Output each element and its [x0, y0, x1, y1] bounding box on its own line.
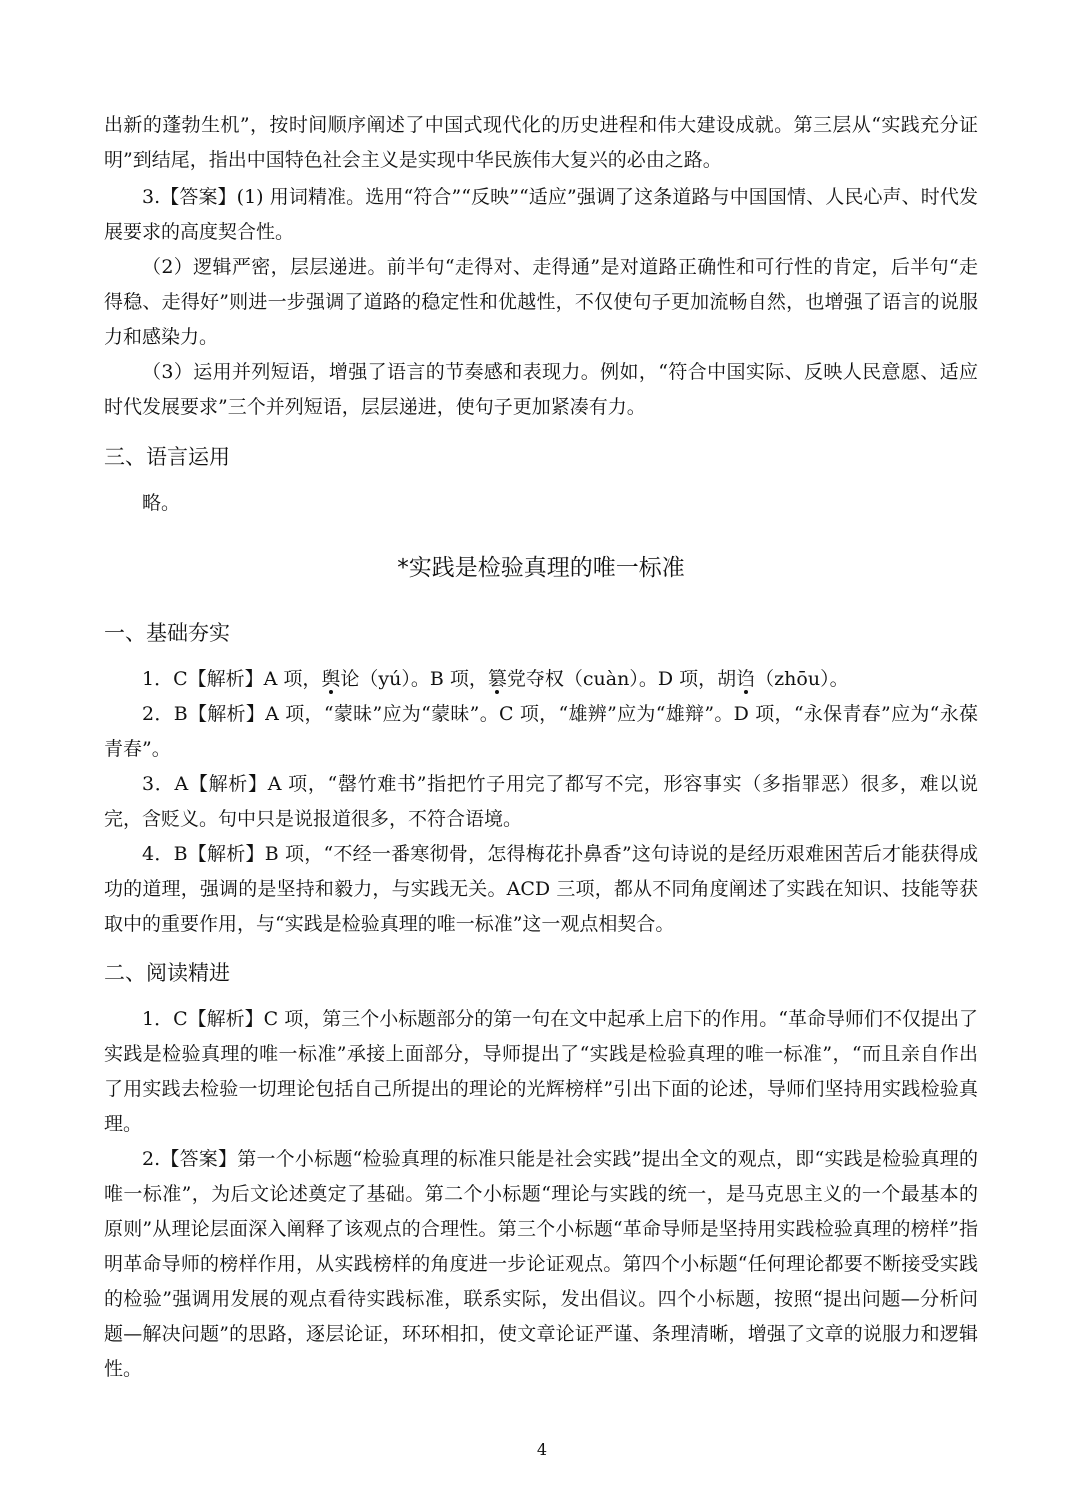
paragraph-answer-3-point-2: （2）逻辑严密，层层递进。前半句“走得对、走得通”是对道路正确性和可行性的肯定，后半句“走得稳、走得好”则进一步强调了道路的稳定性和优越性，不仅使句子更加流畅自然，也增强了语言的说服力和感染力。	[104, 256, 978, 348]
basics-question-1: 1．C【解析】A 项，舆论（yú）。B 项，篡党夺权（cuàn）。D 项，胡诌（zhōu）。	[142, 668, 849, 690]
dotted-char: 诌	[736, 668, 756, 690]
reading-question-2: 2.【答案】第一个小标题“检验真理的标准只能是社会实践”提出全文的观点，即“实践是检验真理的唯一标准”，为后文论述奠定了基础。第二个小标题“理论与实践的统一，是马克思主义的一个最基本的原则”从理论层面深入阐释了该观点的合理性。第三个小标题“革命导师是坚持用实践检验真理的榜样”指明革命导师的榜样作用，从实践榜样的角度进一步论证观点。第四个小标题“任何理论都要不断接受实践的检验”强调用发展的观点看待实践标准，联系实际，发出倡议。四个小标题，按照“提出问题—分析问题—解决问题”的思路，逐层论证，环环相扣，使文章论证严谨、条理清晰，增强了文章的说服力和逻辑性。	[104, 1148, 978, 1380]
article-title: *实践是检验真理的唯一标准	[397, 555, 685, 581]
basics-question-4: 4．B【解析】B 项，“不经一番寒彻骨，怎得梅花扑鼻香”这句诗说的是经历艰难困苦后才能获得成功的道理，强调的是坚持和毅力，与实践无关。ACD 三项，都从不同角度阐述了实践在知识、技能等获取中的重要作用，与“实践是检验真理的唯一标准”这一观点相契合。	[104, 843, 978, 935]
section-heading-basics: 一、基础夯实	[104, 621, 230, 645]
document-page	[104, 108, 978, 1387]
paragraph-answer-3-point-3: （3）运用并列短语，增强了语言的节奏感和表现力。例如，“符合中国实际、反映人民意愿、适应时代发展要求”三个并列短语，层层递进，使句子更加紧凑有力。	[104, 361, 978, 418]
section-heading-language-use: 三、语言运用	[104, 445, 230, 469]
basics-question-3: 3．A【解析】A 项，“罄竹难书”指把竹子用完了都写不完，形容事实（多指罪恶）很多，难以说完，含贬义。句中只是说报道很多，不符合语境。	[104, 773, 978, 830]
dotted-char: 舆	[321, 668, 341, 690]
section-heading-reading: 二、阅读精进	[104, 961, 230, 985]
dotted-char: 篡	[487, 668, 507, 690]
page-number: 4	[536, 1440, 548, 1459]
paragraph-answer-3: 3.【答案】(1) 用词精准。选用“符合”“反映”“适应”强调了这条道路与中国国情、人民心声、时代发展要求的高度契合性。	[104, 186, 978, 243]
basics-question-2: 2．B【解析】A 项，“蒙昧”应为“蒙昧”。C 项，“雄辨”应为“雄辩”。D 项，“永保青春”应为“永葆青春”。	[104, 703, 978, 760]
paragraph-continuation: 出新的蓬勃生机”，按时间顺序阐述了中国式现代化的历史进程和伟大建设成就。第三层从“实践充分证明”到结尾，指出中国特色社会主义是实现中华民族伟大复兴的必由之路。	[104, 114, 978, 171]
reading-question-1: 1．C【解析】C 项，第三个小标题部分的第一句在文中起承上启下的作用。“革命导师们不仅提出了实践是检验真理的唯一标准”承接上面部分，导师提出了“实践是检验真理的唯一标准”，“而且亲自作出了用实践去检验一切理论包括自己所提出的理论的光辉榜样”引出下面的论述，导师们坚持用实践检验真理。	[104, 1008, 978, 1135]
section-language-use-text: 略。	[142, 492, 181, 514]
